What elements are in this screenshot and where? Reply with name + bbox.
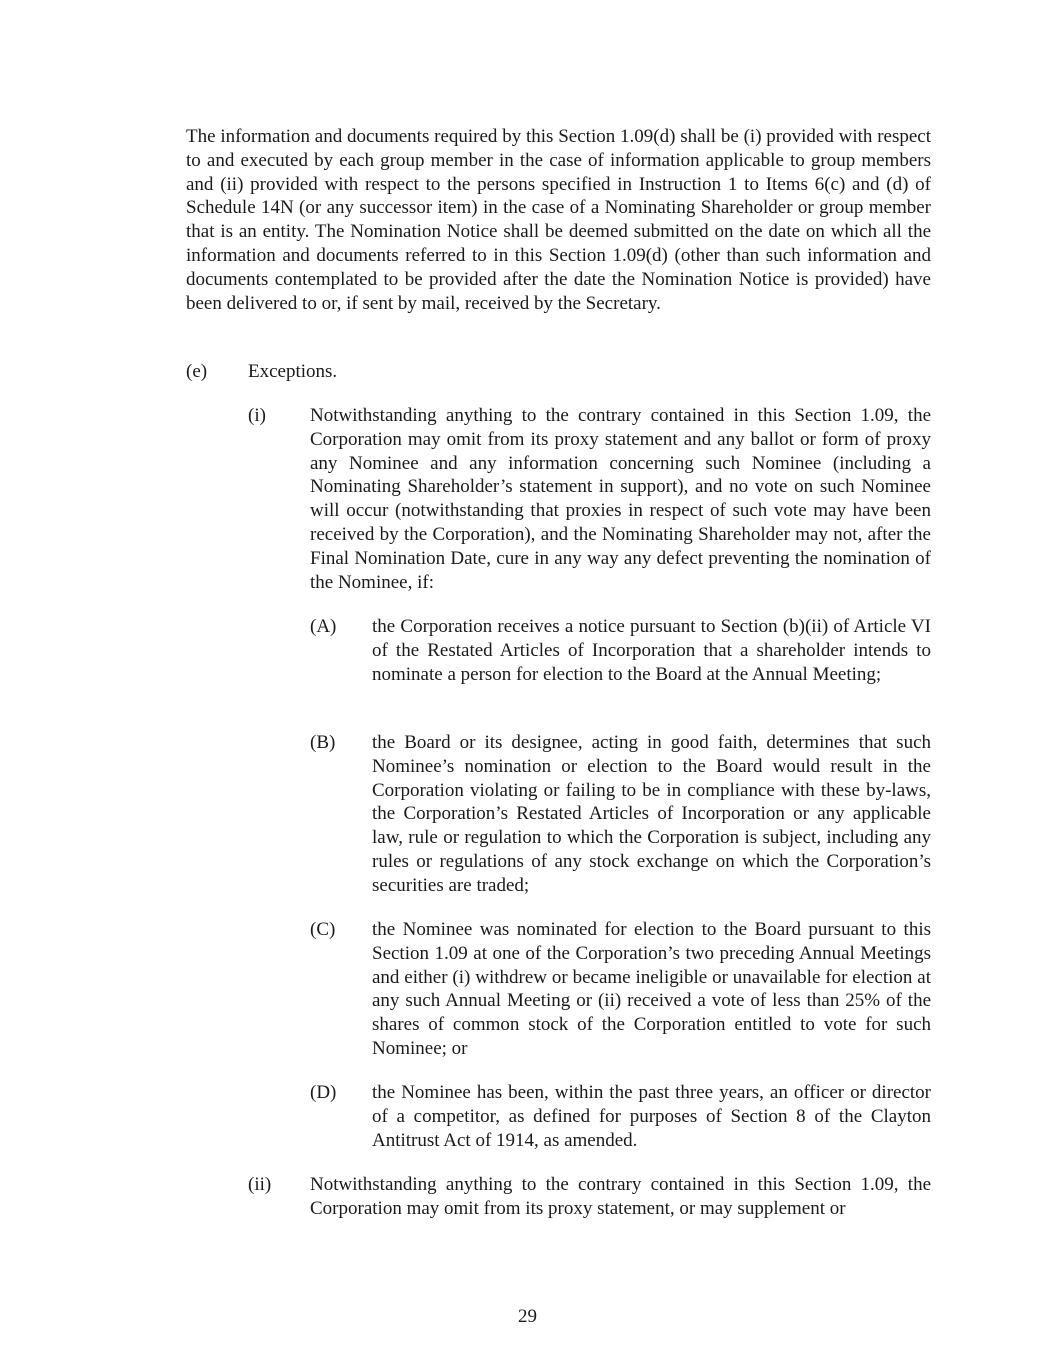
item-i-label: (i) [248, 405, 266, 426]
item-i-text: Notwithstanding anything to the contrary contained in this Section 1.09, the Corporation may omit from its proxy statement and any ballot or form of proxy any Nominee and any information concerning such Nominee (including a Nominating Shareholder’s statement in support), and no vote on such Nominee will occur (notwithstanding that proxies in respect of such vote may have been received by the Corporation), and the Nominating Shareholder may not, after the Final Nomination Date, cure in any way any defect preventing the nomination of the Nominee, if: [310, 405, 931, 593]
sub-item-c-text: the Nominee was nominated for election to the Board pursuant to this Section 1.09 at one of the Corporation’s two preceding Annual Meetings and either (i) withdrew or became ineligible or unavailable for election at any such Annual Meeting or (ii) received a vote of less than 25% of the shares of common stock of the Corporation entitled to vote for such Nominee; or [372, 919, 931, 1059]
item-ii-text: Notwithstanding anything to the contrary contained in this Section 1.09, the Corporation may omit from its proxy statement, or may supplement or [310, 1174, 931, 1219]
sub-item-b [310, 731, 931, 899]
page-number: 29 [518, 1306, 537, 1327]
sub-item-b-text: the Board or its designee, acting in good faith, determines that such Nominee’s nomination or election to the Board would result in the Corporation violating or failing to be in compliance with these by-laws, the Corporation’s Restated Articles of Incorporation or any applicable law, rule or regulation to which the Corporation is subject, including any rules or regulations of any stock exchange on which the Corporation’s securities are traded; [372, 732, 931, 896]
section-e-heading [186, 360, 931, 384]
sub-item-d [310, 1081, 931, 1153]
item-ii [248, 1173, 931, 1221]
intro-paragraph: The information and documents required by this Section 1.09(d) shall be (i) provided with respect to and executed by each group member in the case of information applicable to group members and (ii) provided with respect to the persons specified in Instruction 1 to Items 6(c) and (d) of Schedule 14N (or any successor item) in the case of a Nominating Shareholder or group member that is an entity. The Nomination Notice shall be deemed submitted on the date on which all the information and documents referred to in this Section 1.09(d) (other than such information and documents contemplated to be provided after the date the Nomination Notice is provided) have been delivered to or, if sent by mail, received by the Secretary. [186, 126, 931, 314]
sub-item-a [310, 615, 931, 711]
sub-item-a-label: (A) [310, 616, 337, 637]
sub-item-a-text: the Corporation receives a notice pursuant to Section (b)(ii) of Article VI of the Restated Articles of Incorporation that a shareholder intends to nominate a person for election to the Board at the Annual Meeting; [372, 616, 931, 685]
item-i [248, 404, 931, 596]
sub-item-d-label: (D) [310, 1082, 337, 1103]
sub-item-d-text: the Nominee has been, within the past three years, an officer or director of a competitor, as defined for purposes of Section 8 of the Clayton Antitrust Act of 1914, as amended. [372, 1082, 931, 1151]
sub-item-b-label: (B) [310, 732, 336, 753]
section-e-title: Exceptions. [248, 361, 338, 382]
section-e-label: (e) [186, 361, 208, 382]
item-ii-label: (ii) [248, 1174, 272, 1195]
sub-item-c [310, 918, 931, 1062]
sub-item-c-label: (C) [310, 919, 336, 940]
